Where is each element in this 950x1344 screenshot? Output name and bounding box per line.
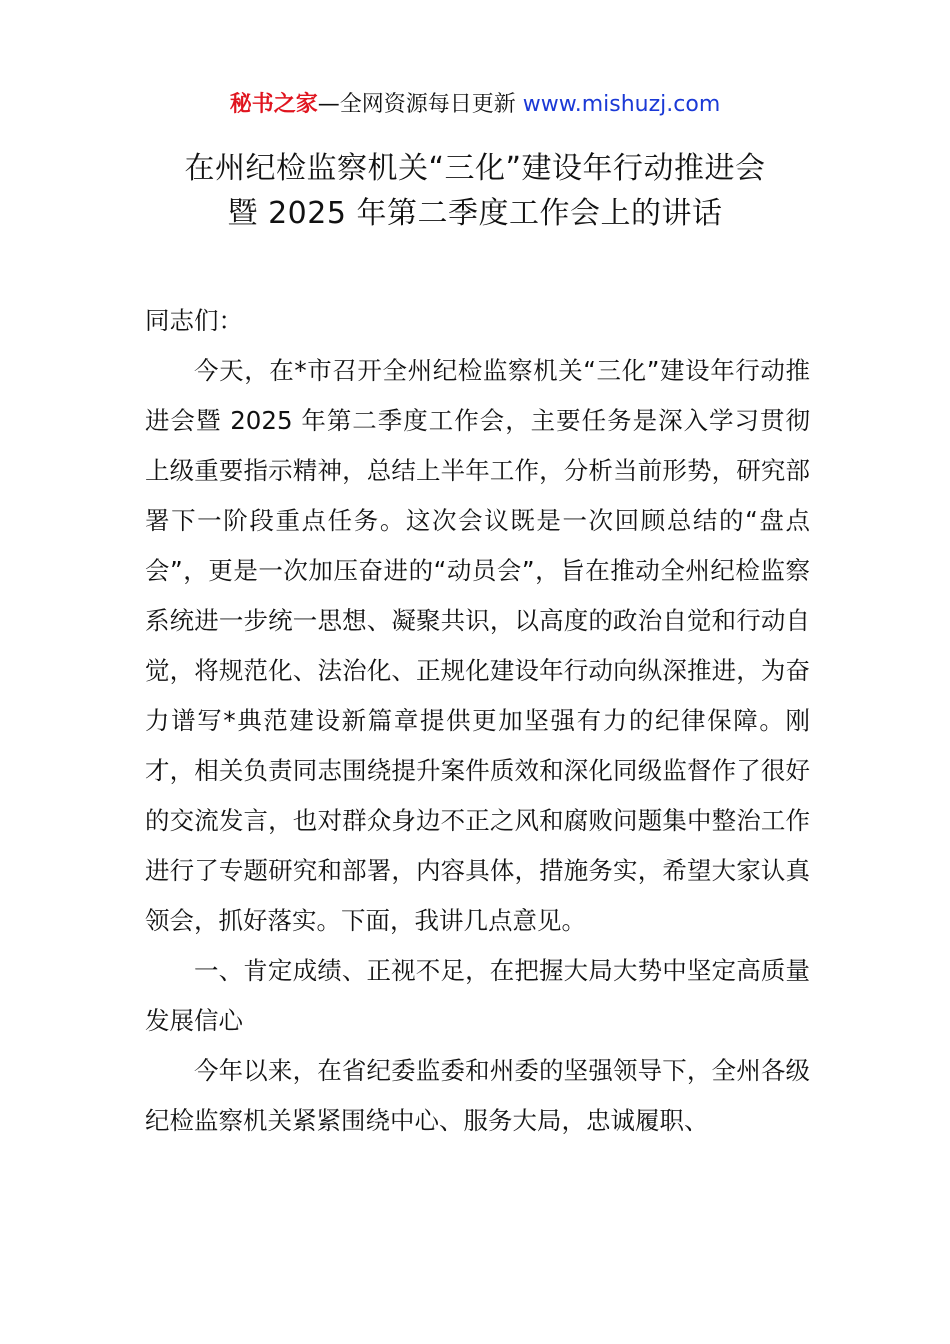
paragraph-section-1: 今年以来，在省纪委监委和州委的坚强领导下，全州各级纪检监察机关紧紧围绕中心、服务大局，忠诚履职、 xyxy=(145,1056,810,1135)
document-title xyxy=(0,146,950,236)
site-url-link[interactable]: www.mishuzj.com xyxy=(522,92,721,117)
salutation: 同志们： xyxy=(145,306,243,335)
brand-name: 秘书之家 xyxy=(229,92,318,117)
paragraph-intro: 今天，在*市召开全州纪检监察机关“三化”建设年行动推进会暨 2025 年第二季度工作会，主要任务是深入学习贯彻上级重要指示精神，总结上半年工作，分析当前形势，研究部署下一阶段重点任务。这次会议既是一次回顾总结的“盘点会”，更是一次加压奋进的“动员会”，旨在推动全州纪检监察系统进一步统一思想、凝聚共识，以高度的政治自觉和行动自觉，将规范化、法治化、正规化建设年行动向纵深推进，为奋力谱写*典范建设新篇章提供更加坚强有力的纪律保障。刚才，相关负责同志围绕提升案件质效和深化同级监督作了很好的交流发言，也对群众身边不正之风和腐败问题集中整治工作进行了专题研究和部署，内容具体，措施务实，希望大家认真领会，抓好落实。下面，我讲几点意见。 xyxy=(145,356,810,935)
section-heading-1: 一、肯定成绩、正视不足，在把握大局大势中坚定高质量发展信心 xyxy=(145,956,810,1035)
header-slogan: —全网资源每日更新 xyxy=(317,92,523,117)
title-line-1: 在州纪检监察机关“三化”建设年行动推进会 xyxy=(184,151,766,186)
title-line-2: 暨 2025 年第二季度工作会上的讲话 xyxy=(227,196,723,231)
document-body xyxy=(145,296,810,1146)
site-header-banner xyxy=(0,88,950,122)
